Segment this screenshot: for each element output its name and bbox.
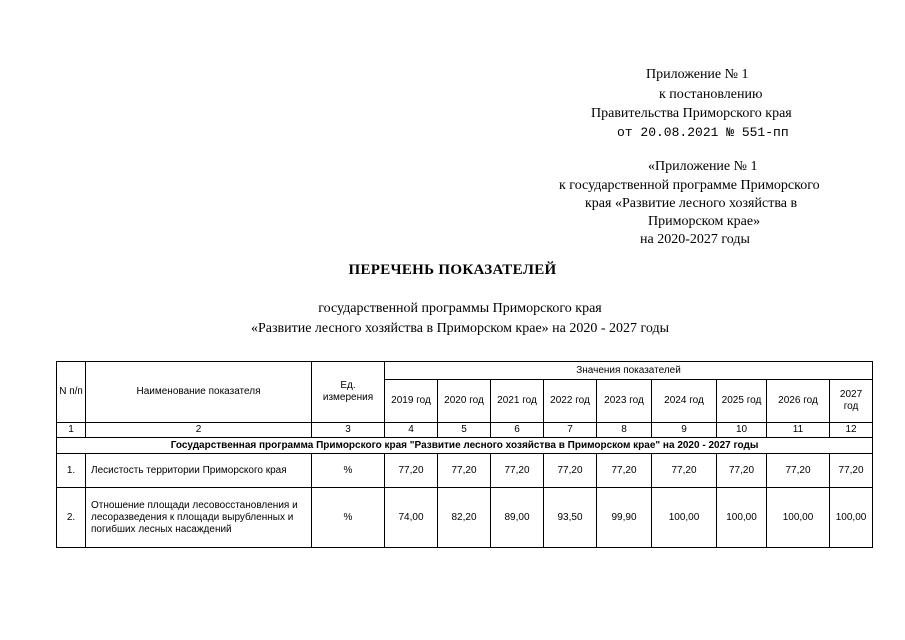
document-subtitle-2: «Развитие лесного хозяйства в Приморском крае» на 2020 - 2027 годы bbox=[250, 321, 670, 336]
row-value: 82,20 bbox=[438, 488, 491, 548]
column-number: 2 bbox=[86, 423, 312, 438]
row-value: 77,20 bbox=[717, 454, 767, 488]
row-value: 100,00 bbox=[830, 488, 873, 548]
column-number: 8 bbox=[597, 423, 652, 438]
column-number: 4 bbox=[385, 423, 438, 438]
program-ref-line-3: края «Развитие лесного хозяйства в bbox=[585, 196, 798, 211]
row-unit: % bbox=[312, 488, 385, 548]
row-value: 89,00 bbox=[491, 488, 544, 548]
appendix-line-1: Приложение № 1 bbox=[646, 67, 749, 82]
row-value: 77,20 bbox=[830, 454, 873, 488]
row-value: 77,20 bbox=[438, 454, 491, 488]
program-ref-line-2: к государственной программе Приморского bbox=[559, 178, 820, 193]
column-number: 9 bbox=[652, 423, 717, 438]
header-year: 2027 год bbox=[830, 380, 873, 423]
row-value: 77,20 bbox=[652, 454, 717, 488]
row-num: 2. bbox=[57, 488, 86, 548]
row-value: 100,00 bbox=[717, 488, 767, 548]
row-indicator-name: Лесистость территории Приморского края bbox=[86, 454, 312, 488]
row-value: 77,20 bbox=[544, 454, 597, 488]
header-name: Наименование показателя bbox=[86, 362, 312, 423]
header-year: 2020 год bbox=[438, 380, 491, 423]
program-ref-line-4: Приморском крае» bbox=[648, 214, 761, 229]
column-number: 11 bbox=[767, 423, 830, 438]
column-number: 3 bbox=[312, 423, 385, 438]
column-number: 1 bbox=[57, 423, 86, 438]
table-row bbox=[57, 488, 873, 548]
indicators-table bbox=[56, 361, 873, 548]
decree-number: от 20.08.2021 № 551-пп bbox=[617, 125, 789, 140]
column-number: 7 bbox=[544, 423, 597, 438]
header-year: 2022 год bbox=[544, 380, 597, 423]
row-value: 74,00 bbox=[385, 488, 438, 548]
row-indicator-name: Отношение площади лесовосстановления и лесоразведения к площади вырубленных и погибших лесных насаждений bbox=[86, 488, 312, 548]
row-value: 100,00 bbox=[652, 488, 717, 548]
column-number: 6 bbox=[491, 423, 544, 438]
header-year: 2019 год bbox=[385, 380, 438, 423]
program-ref-line-5: на 2020-2027 годы bbox=[640, 232, 750, 247]
appendix-line-2: к постановлению bbox=[659, 87, 763, 102]
header-values-group: Значения показателей bbox=[385, 362, 873, 380]
row-value: 93,50 bbox=[544, 488, 597, 548]
header-year: 2024 год bbox=[652, 380, 717, 423]
header-num: N п/п bbox=[57, 362, 86, 423]
header-year: 2021 год bbox=[491, 380, 544, 423]
row-num: 1. bbox=[57, 454, 86, 488]
row-value: 99,90 bbox=[597, 488, 652, 548]
table-row bbox=[57, 454, 873, 488]
document-subtitle-1: государственной программы Приморского края bbox=[318, 301, 602, 316]
column-numbers-row bbox=[57, 423, 873, 438]
header-row-1 bbox=[57, 362, 873, 380]
column-number: 12 bbox=[830, 423, 873, 438]
header-year: 2023 год bbox=[597, 380, 652, 423]
column-number: 10 bbox=[717, 423, 767, 438]
column-number: 5 bbox=[438, 423, 491, 438]
header-year: 2026 год bbox=[767, 380, 830, 423]
document-title: ПЕРЕЧЕНЬ ПОКАЗАТЕЛЕЙ bbox=[348, 262, 557, 278]
row-value: 77,20 bbox=[491, 454, 544, 488]
section-row bbox=[57, 438, 873, 454]
header-year: 2025 год bbox=[717, 380, 767, 423]
program-ref-line-1: «Приложение № 1 bbox=[648, 159, 758, 174]
section-title: Государственная программа Приморского края "Развитие лесного хозяйства в Приморском крае" на 2020 - 2027 годы bbox=[57, 438, 873, 454]
row-value: 77,20 bbox=[385, 454, 438, 488]
row-value: 77,20 bbox=[767, 454, 830, 488]
row-value: 77,20 bbox=[597, 454, 652, 488]
appendix-line-3: Правительства Приморского края bbox=[591, 106, 792, 121]
row-unit: % bbox=[312, 454, 385, 488]
row-value: 100,00 bbox=[767, 488, 830, 548]
header-unit: Ед. измерения bbox=[312, 362, 385, 423]
